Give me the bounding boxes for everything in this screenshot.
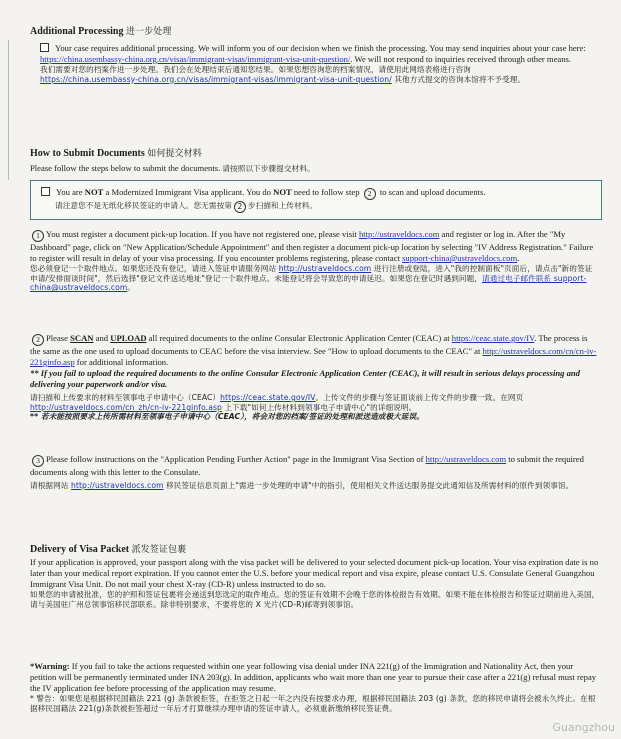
notice-box: You are NOT a Modernized Immigrant Visa applicant. You do NOT need to follow step 2 to scan and upload documents. 请注意您不是无纸化移民签证的申请人。您无需按第 2 步扫描和上传材料。	[30, 180, 602, 220]
step-2-warning-zh: ** 若未能按照要求上传所需材料至领事电子申请中心（CEAC），将会对您的档案/签证的处理和派送造成极大延误。	[30, 412, 424, 422]
ustraveldocs-link-step3-zh[interactable]: http://ustraveldocs.com	[70, 481, 164, 490]
ustraveldocs-link-step3[interactable]: http://ustraveldocs.com	[425, 454, 507, 464]
heading-zh: 进一步处理	[125, 27, 172, 37]
delivery-en: If your application is approved, your passport along with the visa packet will be delivered to your selected document pick-up location. Your visa expiration date is no later than your medical report expiration. If you cannot enter the U.S. before your medical report and visa expire, please contact U.S. Consulate General Guangzhou Immigrant Visa Unit. Do not mail your chest X-ray (CD-R) unless instructed to do so.	[30, 556, 599, 589]
ceac-link-zh[interactable]: https://ceac.state.gov/IV	[220, 393, 316, 402]
support-email-link[interactable]: support-china@ustraveldocs.com	[402, 253, 518, 263]
checkbox-icon[interactable]	[41, 187, 50, 196]
step-1-number: 1	[32, 230, 44, 242]
delivery-section	[30, 544, 600, 609]
step-circle-zh: 2	[234, 201, 246, 213]
watermark: Guangzhou	[552, 720, 615, 734]
checkbox-checked-icon[interactable]	[40, 43, 49, 52]
additional-processing-body: Your case requires additional processing. We will inform you of our decision when we finish the processing. You may send inquiries about your case here: https://china.usembassy-china.org.cn/visas/immigrant-visas/immigrant-visa-unit-question/. We will not respond to inquiries received through other means. 我们需要对您的档案作进一步处理。我们会在处理结束后通知您结果。如果您想咨询您的档案情况，请使用此网络表格进行咨询 https://china.usembassy-china.org.cn/visas/immigrant-visas/immigrant-visa-unit-question/ 其他方式提交的咨询本馆将不予受理。	[40, 42, 586, 84]
step-3-number: 3	[32, 455, 44, 467]
additional-processing-section	[30, 26, 600, 84]
step-2-warning: ** If you fail to upload the required documents to the online Consular Electronic Application Center (CEAC), it will result in serious delays processing and delivering your paperwork and/or visa.	[30, 368, 580, 389]
upload-info-link-zh[interactable]: http://ustraveldocs.com/cn_zh/cn-iv-221ginfo.asp	[30, 402, 222, 412]
step-2: 2 Please SCAN and UPLOAD all required documents to the online Consular Electronic Application Center (CEAC) at https://ceac.state.gov/IV. The process is the same as the one used to upload documents to CEAC before the visa interview. See "How to upload documents to the CEAC" at http://ustraveldocs.com/cn/cn-iv-221ginfo.asp for additional information. ** If you fail to upload the required documents to the online Consular Electronic Application Center (CEAC), it will result in serious delays processing and delivering your paperwork and/or visa. 请扫描和上传要求的材料至领事电子申请中心（CEAC）https://ceac.state.gov/IV。上传文件的步骤与签证面谈前上传文件的步骤一致。在网页 http://ustraveldocs.com/cn_zh/cn-iv-221ginfo.asp 上下载"如何上传材料到领事电子申请中心"的详细说明。 ** 若未能按照要求上传所需材料至领事电子申请中心（CEAC），将会对您的档案/签证的处理和派送造成极大延误。	[30, 333, 600, 422]
warning-section: *Warning: If you fail to take the actions requested within one year following visa denial under INA 221(g) of the Immigration and Nationality Act, then your petition will be permanently terminated under INA 203(g). In addition, applicants who wait more than one year to pursue their case after a 221(g) refusal must repay the IV application fee before processing of the application may resume. * 警告：如果您是根据移民国籍法 221 (g) 条款被拒签，在拒签之日起一年之内没有按要求办理，根据移民国籍法 203 (g) 条款，您的移民申请将会被永久终止。在根据移民国籍法 221(g)条款被拒签超过一年后才打算继续办理申请的签证申请人，必须重新缴纳移民签证费。	[30, 661, 600, 713]
how-to-submit-section	[30, 148, 600, 174]
ustraveldocs-link[interactable]: http://ustraveldocs.com	[358, 229, 440, 239]
ustraveldocs-link-zh[interactable]: http://ustraveldocs.com	[278, 264, 372, 273]
step-1: 1 You must register a document pick-up location. If you have not registered one, please visit http://ustraveldocs.com and register or log in. After the "My Dashboard" page, click on "New Application/Schedule Appointment" and then register a document pick-up location by selecting "IV Address Registration." Failure to register will result in delay of your visa processing. If you encounter problems registering, please contact support-china@ustraveldocs.com. 您必须登记一个取件地点。如果您还没有登记，请进入签证申请服务网站 http://ustraveldocs.com 进行注册或登陆，进入"我的控制面板"页面后，请点击"新的签证申请/安排面谈时间"，然后选择"登记文件送达地址"登记一个取件地点。未能登记将会导致您的申请延迟。如果您在登记时遇到问题，请通过电子邮件联系 support-china@ustraveldocs.com。	[30, 229, 594, 293]
upload-info-link[interactable]: http://ustraveldocs.com/cn/cn-iv-221ginfo.asp	[30, 346, 597, 367]
additional-processing-heading	[30, 26, 600, 39]
support-email-link-zh[interactable]: 请通过电子邮件联系 support-china@ustraveldocs.com	[30, 273, 587, 293]
how-to-submit-heading: How to Submit Documents 如何提交材料	[30, 148, 202, 159]
heading-en: Additional Processing	[30, 26, 124, 37]
delivery-zh: 如果您的申请被批准，您的护照和签证包裹将会递送到您选定的取件地点。您的签证有效期不会晚于您的体检报告有效期。如果不能在体检报告和签证过期前进入美国，请与美国驻广州总领事馆移民部联系。除非特别要求，不要将您的 X 光片(CD-R)邮寄到领事馆。	[30, 589, 600, 609]
warning-zh: * 警告：如果您是根据移民国籍法 221 (g) 条款被拒签，在拒签之日起一年之内没有按要求办理，根据移民国籍法 203 (g) 条款，您的移民申请将会被永久终止。在根据移民国籍法 221(g)条款被拒签超过一年后才打算继续办理申请的签证申请人，必须重新缴纳移民签证费。	[30, 694, 596, 713]
inquiry-link-zh[interactable]: https://china.usembassy-china.org.cn/visas/immigrant-visas/immigrant-visa-unit-question/	[40, 74, 392, 84]
step-3: 3 Please follow instructions on the "Application Pending Further Action" page in the Immigrant Visa Section of http://ustraveldocs.com to submit the required documents along with this letter to the Consulate. 请根据网站 http://ustraveldocs.com 移民签证信息页面上"需进一步处理的申请"中的指引，使用相关文件送达服务提交此通知信及所需材料的原件到领事馆。	[30, 454, 584, 490]
warning-label: *Warning:	[30, 661, 70, 671]
how-to-submit-intro: Please follow the steps below to submit the documents. 请按照以下步骤提交材料。	[30, 162, 315, 173]
delivery-heading: Delivery of Visa Packet 派发签证包裹	[30, 544, 187, 555]
scan-margin-mark	[8, 40, 13, 180]
step-2-number: 2	[32, 334, 44, 346]
step-circle: 2	[364, 188, 376, 200]
inquiry-link[interactable]: https://china.usembassy-china.org.cn/visas/immigrant-visas/immigrant-visa-unit-question/	[40, 53, 351, 64]
ceac-link[interactable]: https://ceac.state.gov/IV	[451, 333, 535, 343]
